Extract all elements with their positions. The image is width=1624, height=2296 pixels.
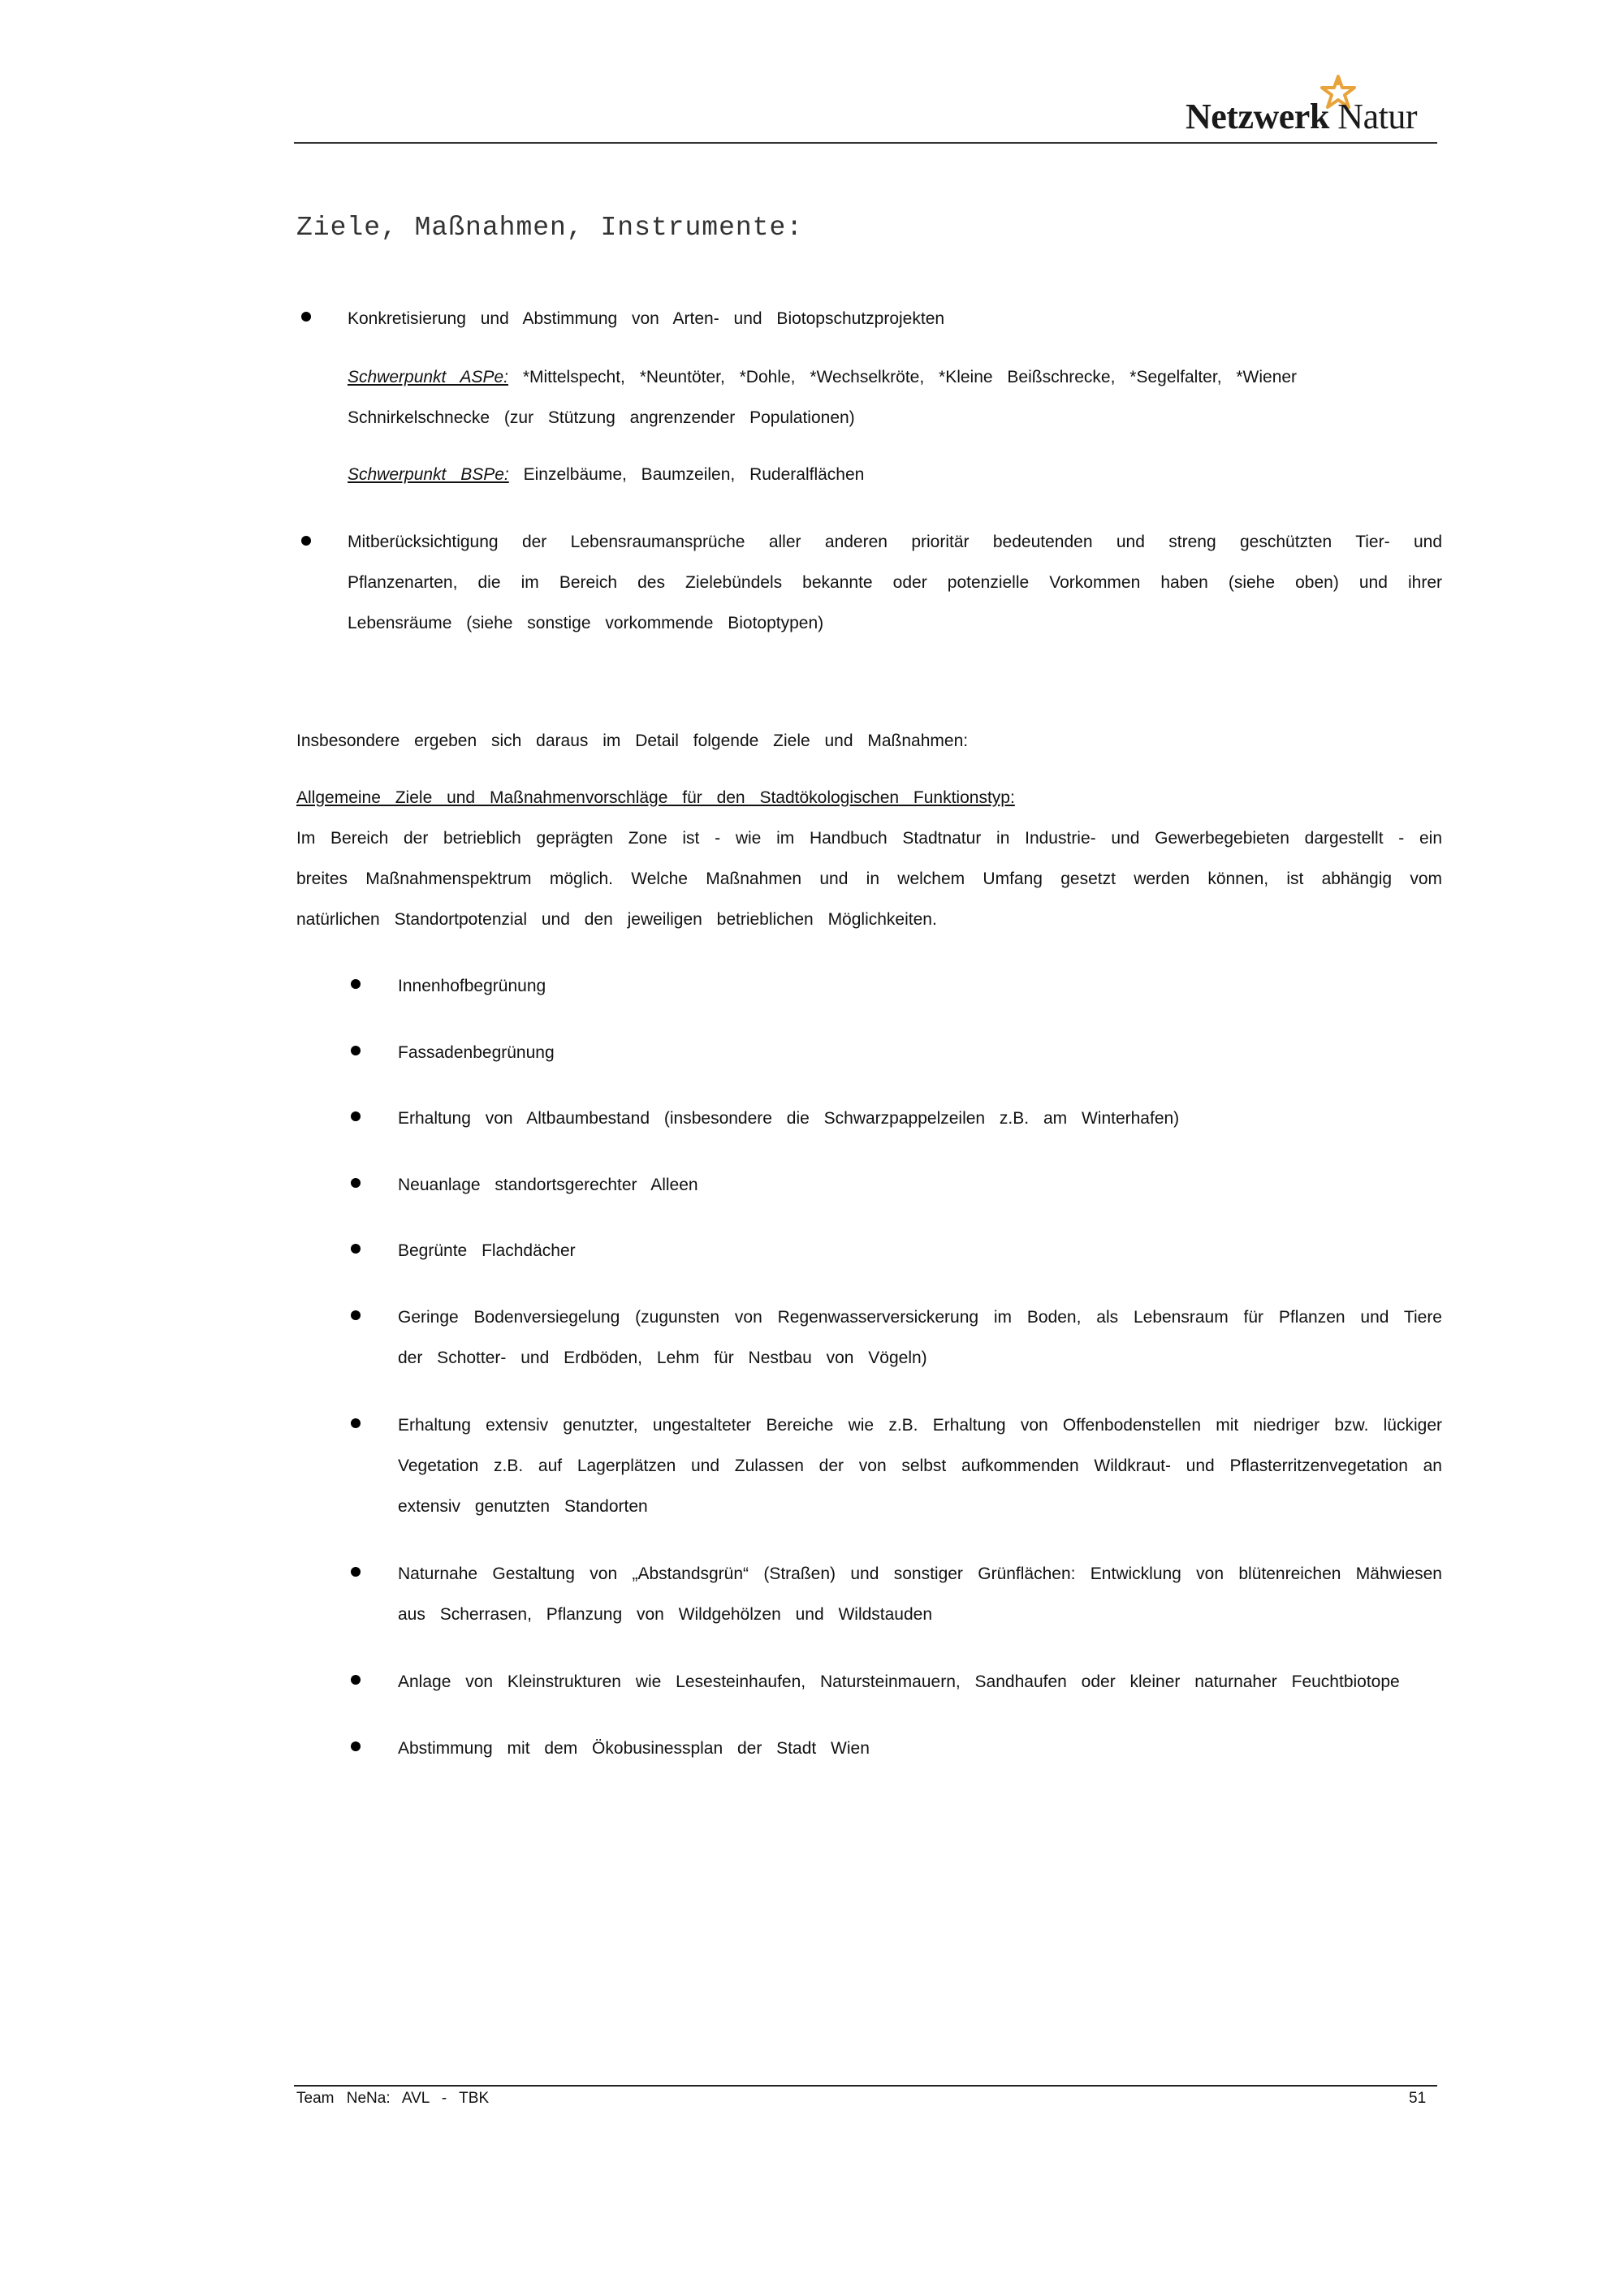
bullet-icon <box>351 979 361 989</box>
measure-item: Erhaltung von Altbaumbestand (insbesondere die Schwarzpappelzeilen z.B. am Winterhafen) <box>398 1109 1180 1128</box>
measure-item: Geringe Bodenversiegelung (zugunsten von Regenwasserversickerung im Boden, als Lebensraum für Pflanzen und Tiere der Schotter- und Erdböden, Lehm für Nestbau von Vögeln) <box>398 1308 1442 1367</box>
bullet-icon <box>351 1046 361 1055</box>
aspe-species-line2: Schnirkelschnecke (zur Stützung angrenzender Populationen) <box>348 408 855 427</box>
bullet-icon <box>351 1310 361 1320</box>
bullet-text: Konkretisierung und Abstimmung von Arten- und Biotopschutzprojekten <box>348 309 945 328</box>
bullet-icon <box>301 536 311 546</box>
bspe-line <box>348 455 864 495</box>
aspe-species-line1: *Mittelspecht, *Neuntöter, *Dohle, *Wechselkröte, *Kleine Beißschrecke, *Segelfalter, *Wiener <box>522 368 1298 386</box>
logo-bold-text: Netzwerk <box>1186 97 1329 136</box>
general-heading: Allgemeine Ziele und Maßnahmenvorschläge für den Stadtökologischen Funktionstyp: <box>296 788 1015 807</box>
bullet-icon <box>351 1111 361 1121</box>
bullet-icon <box>351 1178 361 1188</box>
header-divider <box>294 142 1437 144</box>
bullet-icon <box>351 1244 361 1254</box>
bullet-icon <box>351 1741 361 1751</box>
intro-text: Insbesondere ergeben sich daraus im Detail folgende Ziele und Maßnahmen: <box>296 732 969 750</box>
bullet-icon <box>301 312 311 322</box>
bspe-text: Einzelbäume, Baumzeilen, Ruderalflächen <box>523 465 865 484</box>
measure-item: Erhaltung extensiv genutzter, ungestalteter Bereiche wie z.B. Erhaltung von Offenbodenstellen mit niedriger bzw. lückiger Vegetation z.B. auf Lagerplätzen und Zulassen der von selbst aufkommenden Wildkraut- und Pflasterritzenvegetation an extensiv genutzten Standorten <box>398 1416 1442 1516</box>
netzwerk-natur-logo <box>1186 73 1429 138</box>
logo-wordmark <box>1186 96 1417 137</box>
logo-regular-text: Natur <box>1337 97 1417 136</box>
aspe-line <box>348 357 1297 398</box>
page-title: Ziele, Maßnahmen, Instrumente: <box>296 213 804 243</box>
measure-item: Anlage von Kleinstrukturen wie Lesesteinhaufen, Natursteinmauern, Sandhaufen oder kleiner naturnaher Feuchtbiotope <box>398 1672 1400 1691</box>
general-paragraph: Im Bereich der betrieblich geprägten Zone ist - wie im Handbuch Stadtnatur in Industrie- und Gewerbegebieten dargestellt - ein breites Maßnahmenspektrum möglich. Welche Maßnahmen und in welchem Umfang gesetzt werden können, ist abhängig vom natürlichen Standortpotenzial und den jeweiligen betrieblichen Möglichkeiten. <box>296 829 1442 929</box>
measure-item: Innenhofbegrünung <box>398 977 546 995</box>
measure-item: Naturnahe Gestaltung von „Abstandsgrün“ (Straßen) und sonstiger Grünflächen: Entwicklung von blütenreichen Mähwiesen aus Scherrasen, Pflanzung von Wildgehölzen und Wildstauden <box>398 1564 1442 1624</box>
footer-divider <box>294 2085 1437 2087</box>
measure-item: Neuanlage standortsgerechter Alleen <box>398 1176 698 1194</box>
bullet-icon <box>351 1567 361 1577</box>
measure-item: Abstimmung mit dem Ökobusinessplan der Stadt Wien <box>398 1739 870 1758</box>
measure-item: Fassadenbegrünung <box>398 1043 555 1062</box>
page-number: 51 <box>1409 2090 1427 2107</box>
measure-item: Begrünte Flachdächer <box>398 1241 576 1260</box>
footer-team: Team NeNa: AVL - TBK <box>296 2090 490 2107</box>
bspe-label: Schwerpunkt BSPe: <box>348 465 509 484</box>
bullet-text: Mitberücksichtigung der Lebensraumansprüche aller anderen prioritär bedeutenden und streng geschützten Tier- und Pflanzenarten, die im Bereich des Zielebündels bekannte oder potenzielle Vorkommen haben (siehe oben) und ihrer Lebensräume (siehe sonstige vorkommende Biotoptypen) <box>348 533 1442 632</box>
bullet-icon <box>351 1675 361 1685</box>
bullet-icon <box>351 1418 361 1428</box>
aspe-label: Schwerpunkt ASPe: <box>348 368 508 386</box>
